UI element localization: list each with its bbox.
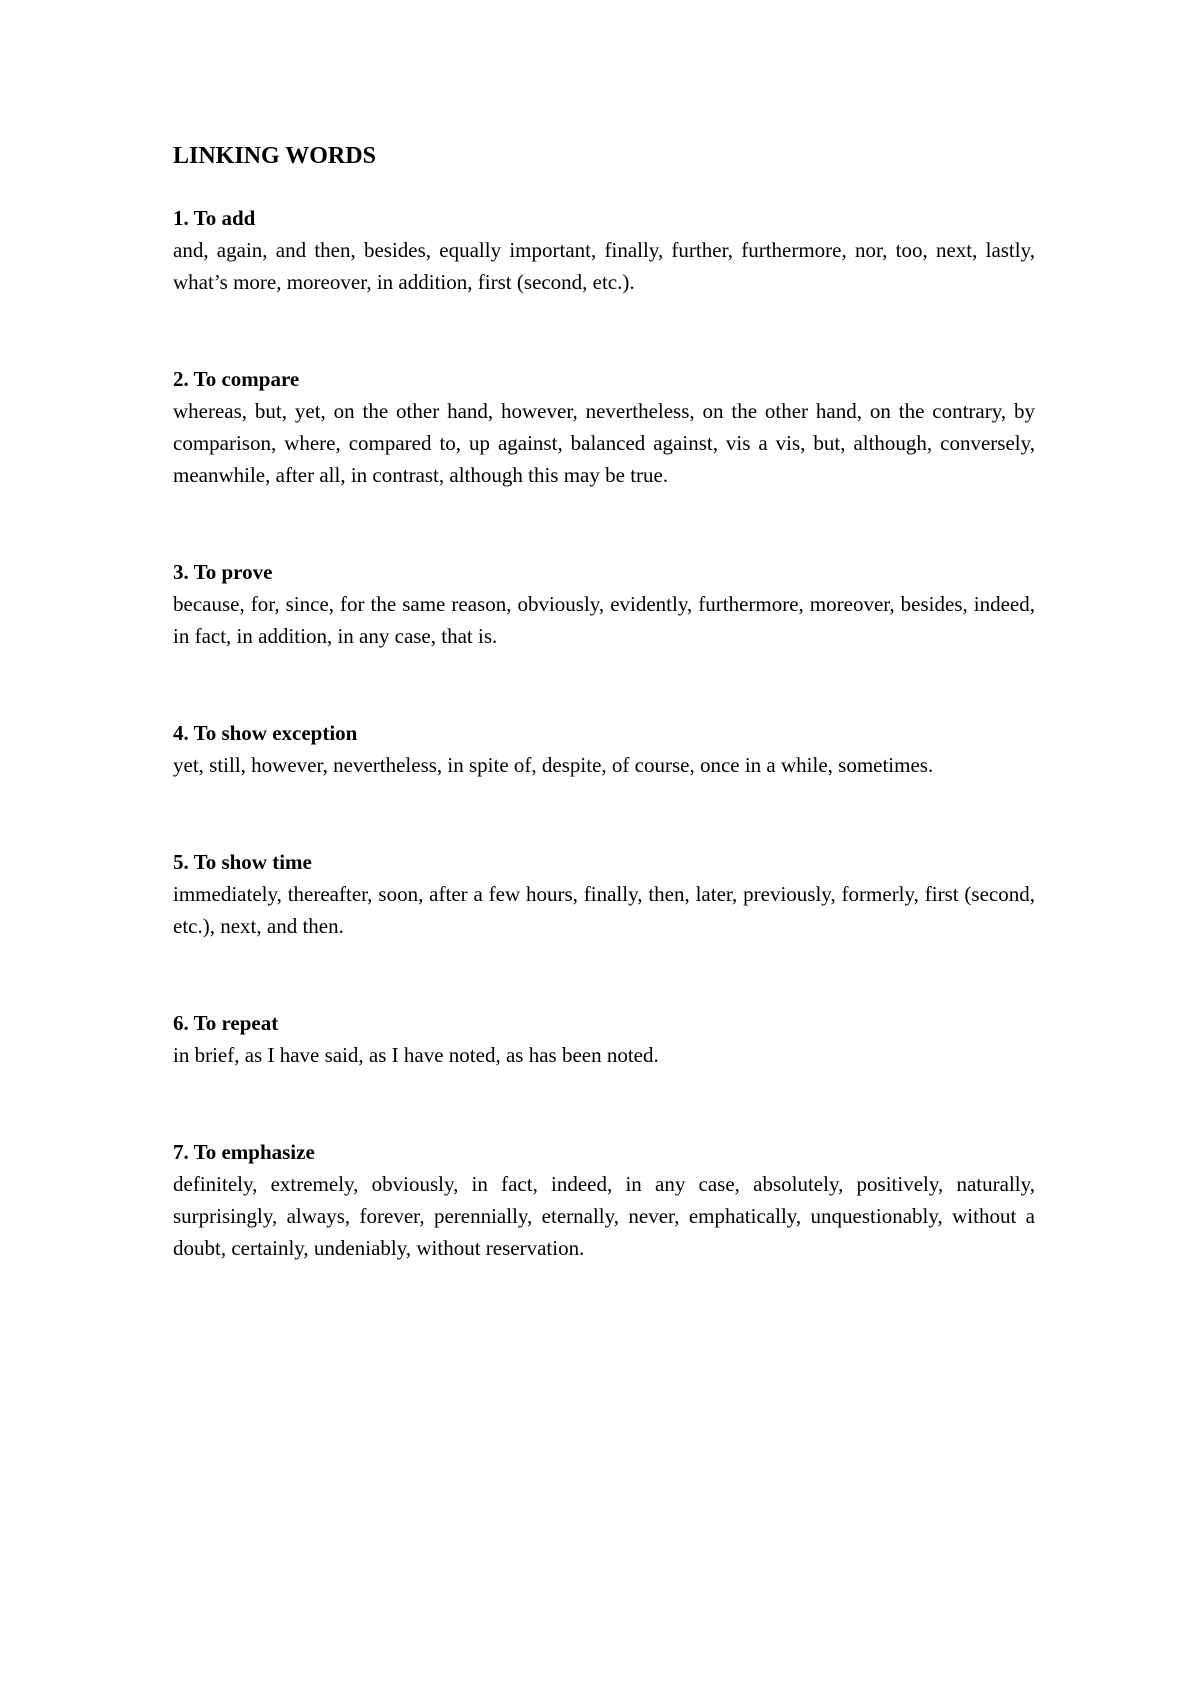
section-heading: 4. To show exception bbox=[173, 721, 358, 745]
section-to-prove bbox=[173, 556, 1035, 652]
section-to-add bbox=[173, 202, 1035, 298]
section-body: and, again, and then, besides, equally important, finally, further, furthermore, nor, too, next, lastly, what’s more, moreover, in addition, first (second, etc.). bbox=[173, 238, 1035, 294]
section-to-compare bbox=[173, 363, 1035, 491]
section-heading: 1. To add bbox=[173, 206, 256, 230]
section-body: because, for, since, for the same reason, obviously, evidently, furthermore, moreover, besides, indeed, in fact, in addition, in any case, that is. bbox=[173, 592, 1035, 648]
section-to-emphasize bbox=[173, 1136, 1035, 1264]
section-body: yet, still, however, nevertheless, in spite of, despite, of course, once in a while, sometimes. bbox=[173, 753, 934, 777]
section-heading: 5. To show time bbox=[173, 850, 312, 874]
section-to-repeat bbox=[173, 1007, 1035, 1071]
section-body: whereas, but, yet, on the other hand, however, nevertheless, on the other hand, on the contrary, by comparison, where, compared to, up against, balanced against, vis a vis, but, although, conversely, meanwhile, after all, in contrast, although this may be true. bbox=[173, 399, 1035, 487]
section-heading: 7. To emphasize bbox=[173, 1140, 315, 1164]
section-heading: 3. To prove bbox=[173, 560, 273, 584]
document-page bbox=[173, 140, 1035, 1264]
section-body: in brief, as I have said, as I have noted, as has been noted. bbox=[173, 1043, 659, 1067]
document-title: LINKING WORDS bbox=[173, 143, 376, 169]
section-heading: 2. To compare bbox=[173, 367, 300, 391]
section-heading: 6. To repeat bbox=[173, 1011, 279, 1035]
section-body: immediately, thereafter, soon, after a few hours, finally, then, later, previously, formerly, first (second, etc.), next, and then. bbox=[173, 882, 1035, 938]
section-to-show-time bbox=[173, 846, 1035, 942]
section-body: definitely, extremely, obviously, in fact, indeed, in any case, absolutely, positively, naturally, surprisingly, always, forever, perennially, eternally, never, emphatically, unquestionably, without a doubt, certainly, undeniably, without reservation. bbox=[173, 1172, 1035, 1260]
section-to-show-exception bbox=[173, 717, 1035, 781]
